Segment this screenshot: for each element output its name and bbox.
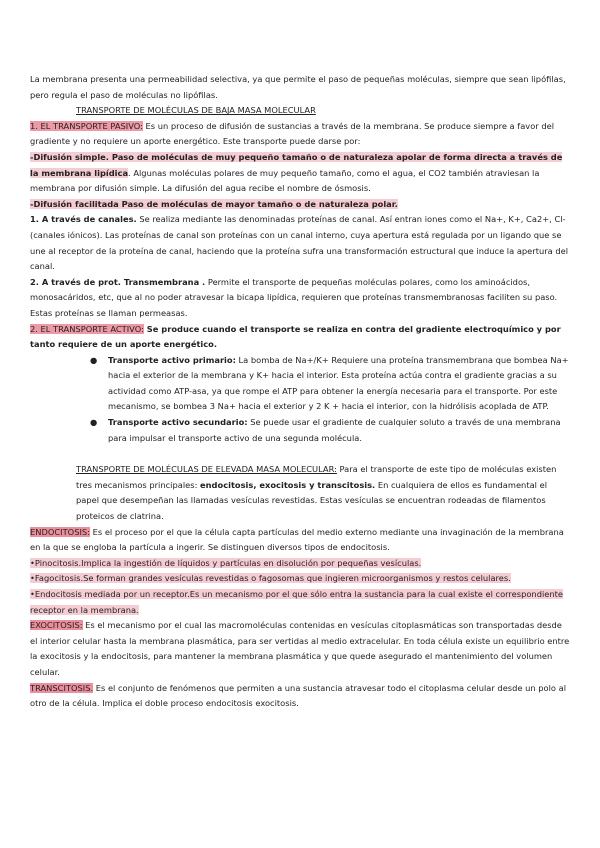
list-item xyxy=(30,353,570,415)
activo-text: Se produce cuando el transporte se realiza en contra del gradiente electroquímico y por tanto requiere de un aporte energético. xyxy=(30,323,561,350)
transmembrana-paragraph xyxy=(30,275,570,322)
endocitosis-label: ENDOCITOSIS: xyxy=(30,526,90,537)
bullet-label: Transporte activo secundario: xyxy=(108,417,248,428)
exocitosis-label: EXOCITOSIS: xyxy=(30,620,83,631)
transporte-activo-list xyxy=(30,353,570,447)
activo-paragraph xyxy=(30,322,570,353)
transcitosis-paragraph xyxy=(30,681,570,712)
elevada-intro-a: Para el transporte de este tipo de moléculas existen tres mecanismos principales: xyxy=(76,464,557,490)
pasivo-text: Es un proceso de difusión de sustancias a través de la membrana. Se produce siempre a favor del gradiente y no requiere un aporte energético. Este transporte puede darse por: xyxy=(30,120,554,147)
section-spacer xyxy=(30,446,570,462)
bullet-text: Se puede usar el gradiente de cualquier soluto a través de una membrana para impulsar el transporte activo de una segunda molécula. xyxy=(108,417,561,443)
transmembrana-text: Permite el transporte de pequeñas moléculas polares, como los aminoácidos, monosacáridos, etc, que al no poder atravesar la bicapa lipídica, requieren que proteínas transmembranosas faciliten su paso. Estas proteínas se llaman permeasas. xyxy=(30,276,558,318)
intro-paragraph: La membrana presenta una permeabilidad selectiva, ya que permite el paso de pequeñas moléculas, siempre que sean lipófilas, pero regula el paso de moléculas no lipófilas. xyxy=(30,74,566,100)
document-body xyxy=(30,72,570,712)
elevada-intro-b: endocitosis, exocitosis y transcitosis. xyxy=(200,479,376,490)
fagocitosis-item xyxy=(30,571,570,587)
exocitosis-paragraph xyxy=(30,618,570,680)
pasivo-label: 1. EL TRANSPORTE PASIVO: xyxy=(30,120,143,131)
transcitosis-label: TRANSCITOSIS. xyxy=(30,682,94,693)
endocitosis-paragraph xyxy=(30,525,570,556)
canales-label: 1. A través de canales. xyxy=(30,214,137,225)
canales-text: Se realiza mediante las denominadas proteínas de canal. Así entran iones como el Na+, K+, Ca2+, Cl- (canales iónicos). Las proteínas de canal son proteínas con un canal interno, cuya apertura está regulada por un ligando que se une al receptor de la proteína de canal, haciendo que la proteína sufra una transformación estructural que induce la apertura del canal. xyxy=(30,214,569,272)
bullet-text: La bomba de Na+/K+ Requiere una proteína transmembrana que bombea Na+ hacia el exterior de la membrana y K+ hacia el interior. Esta proteína actúa contra el gradiente gracias a su actividad como ATP-asa, ya que rompe el ATP para obtener la energía necesaria para el transporte. Por este mecanismo, se bombea 3 Na+ hacia el exterior y 2 K + hacia el interior, con la hidrólisis acoplada de ATP. xyxy=(108,354,569,412)
exocitosis-text: Es el mecanismo por el cual las macromoléculas contenidas en vesículas citoplasmáticas son transportadas desde el interior celular hasta la membrana plasmática, para ser vertidas al medio extracelular. En toda célula existe un equilibrio entre la exocitosis y la endocitosis, para mantener la membrana plasmática y que quede asegurado el mantenimiento del volumen celular. xyxy=(30,620,570,677)
canales-paragraph xyxy=(30,212,570,274)
transcitosis-text: Es el conjunto de fenómenos que permiten a una sustancia atravesar todo el citoplasma celular desde un polo al otro de la célula. Implica el doble proceso endocitosis exocitosis. xyxy=(30,682,567,709)
receptor-text: •Endocitosis mediada por un receptor.Es un mecanismo por el que sólo entra la sustancia para la cual existe el correspondiente receptor en la membrana. xyxy=(30,589,563,615)
elevada-intro-c: En cualquiera de ellos es fundamental el papel que desempeñan las llamadas vesículas revestidas. Estas vesículas se encuentran rodeadas de filamentos proteicos de clatrina. xyxy=(76,479,548,522)
difusion-facilitada-paragraph xyxy=(30,197,570,213)
difusion-simple-text: . Algunas moléculas polares de muy pequeño tamaño, como el agua, el CO2 también atraviesan la membrana por difusión simple. La difusión del agua recibe el nombre de ósmosis. xyxy=(30,167,540,194)
difusion-simple-heading: -Difusión simple. Paso de moléculas de muy pequeño tamaño o de naturaleza apolar de forma directa a través de la membrana lipídica xyxy=(30,151,563,178)
transmembrana-label: 2. A través de prot. Transmembrana . xyxy=(30,276,206,287)
section-title-baja-masa: TRANSPORTE DE MOLÉCULAS DE BAJA MASA MOLECULAR xyxy=(76,105,316,116)
pinocitosis-text: •Pinocitosis.Implica la ingestión de líquidos y partículas en disolución por pequeñas vesículas. xyxy=(30,557,422,568)
fagocitosis-text: •Fagocitosis.Se forman grandes vesículas revestidas o fagosomas que ingieren microorganismos y restos celulares. xyxy=(30,573,511,584)
pinocitosis-item xyxy=(30,556,570,572)
receptor-item xyxy=(30,587,570,618)
bullet-icon: ● xyxy=(90,417,98,428)
section-title-elevada-masa: TRANSPORTE DE MOLÉCULAS DE ELEVADA MASA MOLECULAR: xyxy=(76,464,337,475)
activo-label: 2. EL TRANSPORTE ACTIVO: xyxy=(30,323,144,334)
pasivo-paragraph xyxy=(30,119,570,150)
difusion-facilitada-heading: -Difusión facilitada Paso de moléculas de mayor tamaño o de naturaleza polar. xyxy=(30,198,398,209)
bullet-icon: ● xyxy=(90,354,98,365)
elevada-masa-paragraph xyxy=(30,462,570,524)
bullet-label: Transporte activo primario: xyxy=(108,354,236,365)
difusion-simple-paragraph xyxy=(30,150,570,197)
list-item xyxy=(30,415,570,446)
endocitosis-text: Es el proceso por el que la célula capta partículas del medio externo mediante una invaginación de la membrana en la que se engloba la partícula a ingerir. Se distinguen diversos tipos de endocitosis. xyxy=(30,526,564,553)
